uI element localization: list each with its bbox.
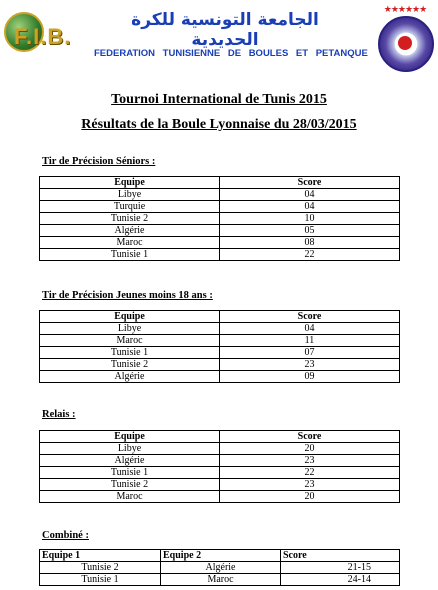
score-cell: 21-15 — [281, 562, 400, 574]
team-cell: Algérie — [40, 455, 220, 467]
stars-icon: ★★★★★★ — [383, 4, 427, 14]
section-title-combine: Combiné : — [42, 530, 89, 541]
score-cell: 04 — [220, 189, 400, 201]
table-row — [40, 455, 400, 467]
team-cell: Maroc — [40, 237, 220, 249]
table-row — [40, 371, 400, 383]
column-header: Score — [220, 431, 400, 443]
score-cell: 22 — [220, 249, 400, 261]
team-cell: Tunisie 1 — [40, 347, 220, 359]
federation-name: FEDERATION TUNISIENNE DE BOULES ET PETANQUE — [94, 48, 368, 59]
score-cell: 07 — [220, 347, 400, 359]
table-row — [40, 225, 400, 237]
team-cell: Maroc — [40, 491, 220, 503]
table-row — [40, 189, 400, 201]
score-cell: 08 — [220, 237, 400, 249]
table-header-row — [40, 550, 400, 562]
table-row — [40, 467, 400, 479]
federation-emblem — [376, 4, 434, 78]
table-row — [40, 479, 400, 491]
team2-cell: Algérie — [161, 562, 281, 574]
column-header: Equipe — [40, 177, 220, 189]
team-cell: Algérie — [40, 225, 220, 237]
column-header: Score — [220, 177, 400, 189]
team-cell: Libye — [40, 189, 220, 201]
team-cell: Turquie — [40, 201, 220, 213]
team1-cell: Tunisie 1 — [40, 574, 161, 586]
letterhead — [0, 0, 438, 80]
team1-cell: Tunisie 2 — [40, 562, 161, 574]
table-row — [40, 491, 400, 503]
table-row — [40, 574, 400, 586]
score-cell: 05 — [220, 225, 400, 237]
boule-icon — [398, 36, 412, 50]
section-title-relais: Relais : — [42, 409, 76, 420]
table-row — [40, 562, 400, 574]
score-cell: 23 — [220, 359, 400, 371]
column-header: Equipe 2 — [161, 550, 281, 562]
score-cell: 11 — [220, 335, 400, 347]
score-cell: 22 — [220, 467, 400, 479]
table-row — [40, 335, 400, 347]
table-header-row — [40, 177, 400, 189]
column-header: Equipe — [40, 431, 220, 443]
team-cell: Tunisie 2 — [40, 479, 220, 491]
results-title: Résultats de la Boule Lyonnaise du 28/03/2015 — [81, 117, 357, 132]
table-row — [40, 201, 400, 213]
column-header: Score — [281, 550, 400, 562]
score-cell: 04 — [220, 323, 400, 335]
score-cell: 09 — [220, 371, 400, 383]
column-header: Score — [220, 311, 400, 323]
fib-logo-text: F.I.B. — [14, 24, 72, 49]
column-header: Equipe 1 — [40, 550, 161, 562]
arabic-federation-title: الجامعة التونسية للكرة الحديدية — [131, 10, 319, 50]
score-cell: 24-14 — [281, 574, 400, 586]
relais-table — [39, 430, 400, 503]
jeunes-table — [39, 310, 400, 383]
section-title-jeunes: Tir de Précision Jeunes moins 18 ans : — [42, 290, 213, 301]
team-cell: Tunisie 2 — [40, 359, 220, 371]
team-cell: Tunisie 1 — [40, 249, 220, 261]
table-row — [40, 249, 400, 261]
combine-table — [39, 549, 400, 586]
table-row — [40, 347, 400, 359]
table-row — [40, 443, 400, 455]
team-cell: Maroc — [40, 335, 220, 347]
table-row — [40, 323, 400, 335]
team2-cell: Maroc — [161, 574, 281, 586]
fib-logo — [2, 10, 88, 54]
section-title-seniors: Tir de Précision Séniors : — [42, 156, 156, 167]
score-cell: 20 — [220, 491, 400, 503]
table-row — [40, 359, 400, 371]
team-cell: Tunisie 1 — [40, 467, 220, 479]
seniors-table — [39, 176, 400, 261]
table-row — [40, 237, 400, 249]
team-cell: Libye — [40, 323, 220, 335]
team-cell: Algérie — [40, 371, 220, 383]
score-cell: 04 — [220, 201, 400, 213]
table-header-row — [40, 311, 400, 323]
score-cell: 23 — [220, 479, 400, 491]
score-cell: 23 — [220, 455, 400, 467]
score-cell: 10 — [220, 213, 400, 225]
score-cell: 20 — [220, 443, 400, 455]
tournament-title: Tournoi International de Tunis 2015 — [111, 92, 327, 107]
table-header-row — [40, 431, 400, 443]
table-row — [40, 213, 400, 225]
team-cell: Tunisie 2 — [40, 213, 220, 225]
team-cell: Libye — [40, 443, 220, 455]
column-header: Equipe — [40, 311, 220, 323]
